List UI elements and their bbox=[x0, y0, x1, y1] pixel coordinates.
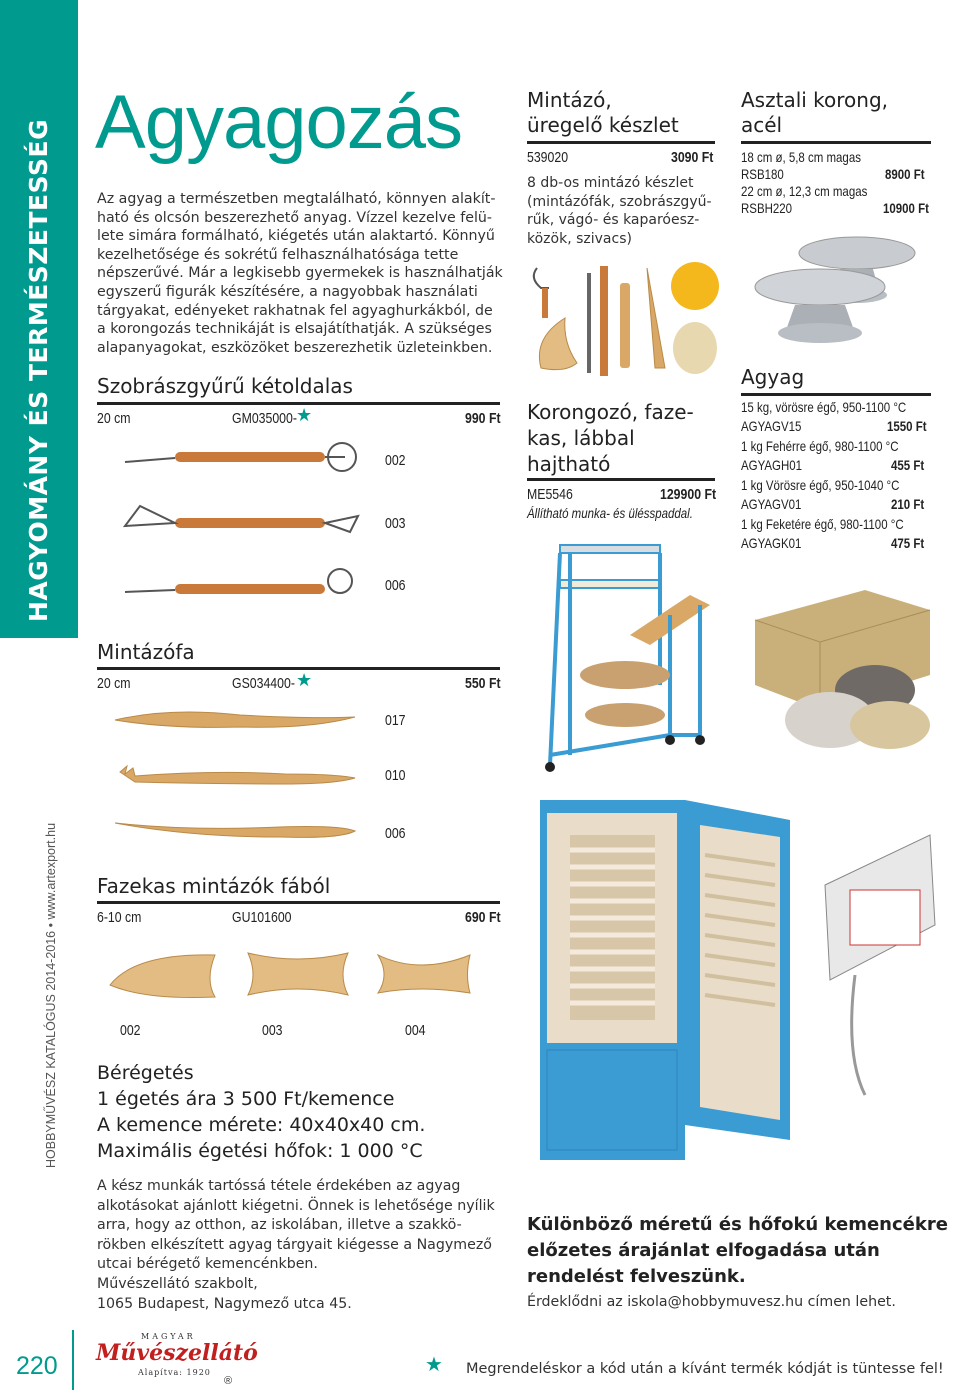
intro-line: alapanyagokat, eszközöket beszerezhetik üzleteinkben. bbox=[97, 339, 493, 356]
asztali-line2: 22 cm ø, 12,3 cm magas bbox=[741, 183, 868, 199]
asztali-price1: 8900 Ft bbox=[885, 166, 925, 182]
beregetes-text bbox=[97, 1177, 507, 1314]
wooden-tool-icon bbox=[110, 815, 360, 845]
fazekas-price: 690 Ft bbox=[465, 909, 501, 926]
wooden-rib-icon bbox=[238, 945, 358, 1005]
keszlet-desc bbox=[527, 174, 712, 248]
keszlet-title-line: üregelő készlet bbox=[527, 113, 679, 137]
keszlet-title-line: Mintázó, bbox=[527, 88, 612, 112]
category-title: HAGYOMÁNY ÉS TERMÉSZETESSÉG bbox=[24, 118, 53, 622]
korongozo-price: 129900 Ft bbox=[660, 486, 717, 503]
beregetes-block bbox=[97, 1060, 425, 1164]
star-icon: ★ bbox=[296, 405, 313, 425]
asztali-code1: RSB180 bbox=[741, 166, 784, 182]
agyag-price: 1550 Ft bbox=[887, 418, 927, 434]
logo-registered: ® bbox=[224, 1375, 233, 1387]
text-line: Művészellátó szakbolt, bbox=[97, 1275, 258, 1292]
desc-line: (mintázófák, szobrászgyű- bbox=[527, 193, 712, 210]
asztali-title-line: acél bbox=[741, 113, 783, 137]
tool-set-image bbox=[525, 258, 720, 383]
intro-line: népszerűvé. Már a legkisebb gyermekek is használhatják bbox=[97, 265, 503, 282]
catalog-line: HOBBYMŰVÉSZ KATALÓGUS 2014-2016 • www.artexport.hu bbox=[44, 822, 58, 1168]
agyag-list bbox=[741, 399, 931, 555]
clay-blocks-image bbox=[745, 580, 940, 765]
text-line: A kész munkák tartóssá tétele érdekében az agyag bbox=[97, 1178, 461, 1194]
modeling-tool-wire-icon bbox=[120, 566, 360, 606]
variant-code: 006 bbox=[385, 825, 406, 842]
banding-wheel-image bbox=[745, 225, 935, 345]
intro-text bbox=[97, 190, 507, 357]
agyag-title: Agyag bbox=[741, 365, 805, 389]
text-line: 1065 Budapest, Nagymező utca 45. bbox=[97, 1295, 352, 1312]
intro-line: Az agyag a természetben megtalálható, könnyen alakít- bbox=[97, 191, 496, 207]
beregetes-line: 1 égetés ára 3 500 Ft/kemence bbox=[97, 1088, 395, 1110]
agyag-code: AGYAGV15 bbox=[741, 418, 802, 434]
text-line: alkotásokat ajánlott kiégetni. Önnek is lehetősége nyílik bbox=[97, 1197, 495, 1214]
wooden-rib-icon bbox=[370, 945, 480, 1005]
asztali-price2: 10900 Ft bbox=[883, 200, 929, 216]
intro-line: a korongozás technikáját is elsajátíthatják. A szükséges bbox=[97, 321, 492, 338]
asztali-title-line: Asztali korong, bbox=[741, 88, 889, 112]
kemence-line: Különböző méretű és hőfokú kemencékre bbox=[527, 1214, 948, 1235]
beregetes-line: A kemence mérete: 40x40x40 cm. bbox=[97, 1114, 426, 1136]
agyag-desc: 15 kg, vörösre égő, 950-1100 °C bbox=[741, 399, 907, 415]
fazekas-size: 6-10 cm bbox=[97, 909, 142, 926]
szobrasz-size: 20 cm bbox=[97, 410, 131, 427]
desc-line: 8 db-os mintázó készlet bbox=[527, 175, 694, 191]
modeling-tool-loop-icon bbox=[120, 440, 360, 480]
kemence-contact: Érdeklődni az iskola@hobbymuvesz.hu címen lehet. bbox=[527, 1294, 896, 1310]
keszlet-code: 539020 bbox=[527, 149, 569, 166]
agyag-price: 475 Ft bbox=[891, 535, 925, 551]
szobrasz-code: GM035000- bbox=[232, 410, 297, 427]
korongozo-note: Állítható munka- és ülésspaddal. bbox=[527, 505, 693, 521]
keszlet-rule bbox=[527, 141, 715, 144]
kemence-line: rendelést felveszünk. bbox=[527, 1266, 746, 1287]
asztali-code2: RSBH220 bbox=[741, 200, 793, 216]
agyag-item bbox=[741, 399, 931, 438]
kiln-image bbox=[535, 795, 945, 1170]
mintazofa-code: GS034400- bbox=[232, 675, 295, 692]
beregetes-title: Bérégetés bbox=[97, 1062, 194, 1084]
logo-name: Művészellátó bbox=[96, 1340, 258, 1366]
agyag-rule bbox=[741, 393, 931, 396]
variant-code: 004 bbox=[405, 1022, 426, 1039]
mintazofa-price: 550 Ft bbox=[465, 675, 501, 692]
agyag-item bbox=[741, 477, 931, 516]
wooden-tool-icon bbox=[110, 705, 360, 735]
agyag-price: 210 Ft bbox=[891, 496, 925, 512]
logo-top: MAGYAR bbox=[141, 1332, 196, 1341]
agyag-code: AGYAGH01 bbox=[741, 457, 803, 473]
variant-code: 002 bbox=[385, 452, 406, 469]
agyag-item bbox=[741, 438, 931, 477]
korongozo-code: ME5546 bbox=[527, 486, 573, 503]
variant-code: 003 bbox=[385, 515, 406, 532]
korongozo-title bbox=[527, 399, 694, 477]
asztali-korong-title bbox=[741, 88, 888, 138]
agyag-desc: 1 kg Feketére égő, 980-1100 °C bbox=[741, 516, 904, 532]
agyag-item bbox=[741, 516, 931, 555]
star-icon: ★ bbox=[296, 670, 313, 690]
variant-code: 017 bbox=[385, 712, 406, 729]
page-number-rule bbox=[72, 1330, 74, 1390]
text-line: arra, hogy az otthon, az iskolában, illetve a szakkö- bbox=[97, 1217, 462, 1234]
variant-code: 010 bbox=[385, 767, 406, 784]
asztali-line1: 18 cm ø, 5,8 cm magas bbox=[741, 149, 861, 165]
text-line: utcai bérégető kemencénkben. bbox=[97, 1256, 318, 1273]
modeling-tool-triangle-icon bbox=[120, 502, 360, 542]
fazekas-rule bbox=[97, 901, 500, 904]
beregetes-line: Maximális égetési hőfok: 1 000 °C bbox=[97, 1140, 423, 1162]
fazekas-code: GU101600 bbox=[232, 909, 292, 926]
korongozo-title-line: kas, lábbal bbox=[527, 426, 635, 450]
kemence-note bbox=[527, 1212, 948, 1290]
agyag-code: AGYAGV01 bbox=[741, 496, 802, 512]
variant-code: 002 bbox=[120, 1022, 141, 1039]
intro-line: ható és olcsón beszerezhető anyag. Vízzel kezelve felü- bbox=[97, 209, 493, 226]
desc-line: rűk, vágó- és kaparóesz- bbox=[527, 212, 700, 229]
intro-line: lete simára formálható, kiégetés után alaktartó. Könnyű bbox=[97, 228, 495, 245]
agyag-desc: 1 kg Fehérre égő, 980-1100 °C bbox=[741, 438, 899, 454]
fazekas-title: Fazekas mintázók fából bbox=[97, 874, 331, 898]
wooden-tool-icon bbox=[115, 760, 360, 790]
logo-founded: Alapítva: 1920 bbox=[138, 1368, 211, 1377]
keszlet-title bbox=[527, 88, 679, 138]
mintazofa-size: 20 cm bbox=[97, 675, 131, 692]
text-line: rökben elkészített agyag tárgyait kiégesse a Nagymező bbox=[97, 1236, 492, 1253]
footer-note: Megrendeléskor a kód után a kívánt termék kódját is tüntesse fel! bbox=[466, 1361, 944, 1377]
asztali-rule bbox=[741, 141, 931, 144]
szobrasz-title: Szobrászgyűrű kétoldalas bbox=[97, 374, 353, 398]
intro-line: kezelhetősége és sokrétű felhasználhatósága tette bbox=[97, 246, 459, 263]
agyag-price: 455 Ft bbox=[891, 457, 925, 473]
intro-line: egyszerű figurák készítésére, a nagyobbak használati bbox=[97, 283, 478, 300]
desc-line: közök, szivacs) bbox=[527, 230, 632, 247]
variant-code: 006 bbox=[385, 577, 406, 594]
agyag-code: AGYAGK01 bbox=[741, 535, 802, 551]
intro-line: tárgyakat, edényeket rakhatnak fel agyaghurkákból, de bbox=[97, 302, 493, 319]
agyag-desc: 1 kg Vörösre égő, 950-1040 °C bbox=[741, 477, 900, 493]
mintazofa-title: Mintázófa bbox=[97, 640, 195, 664]
brand-logo bbox=[96, 1332, 258, 1388]
szobrasz-price: 990 Ft bbox=[465, 410, 501, 427]
korongozo-title-line: hajtható bbox=[527, 452, 611, 476]
page-number: 220 bbox=[16, 1352, 58, 1380]
variant-code: 003 bbox=[262, 1022, 283, 1039]
keszlet-price: 3090 Ft bbox=[671, 149, 714, 166]
korongozo-rule bbox=[527, 478, 715, 481]
wooden-rib-icon bbox=[105, 945, 225, 1005]
korongozo-title-line: Korongozó, faze- bbox=[527, 400, 694, 424]
star-icon: ★ bbox=[425, 1354, 443, 1376]
pottery-wheel-image bbox=[530, 535, 720, 790]
kemence-line: előzetes árajánlat elfogadása után bbox=[527, 1240, 880, 1261]
page-title: Agyagozás bbox=[95, 80, 463, 165]
